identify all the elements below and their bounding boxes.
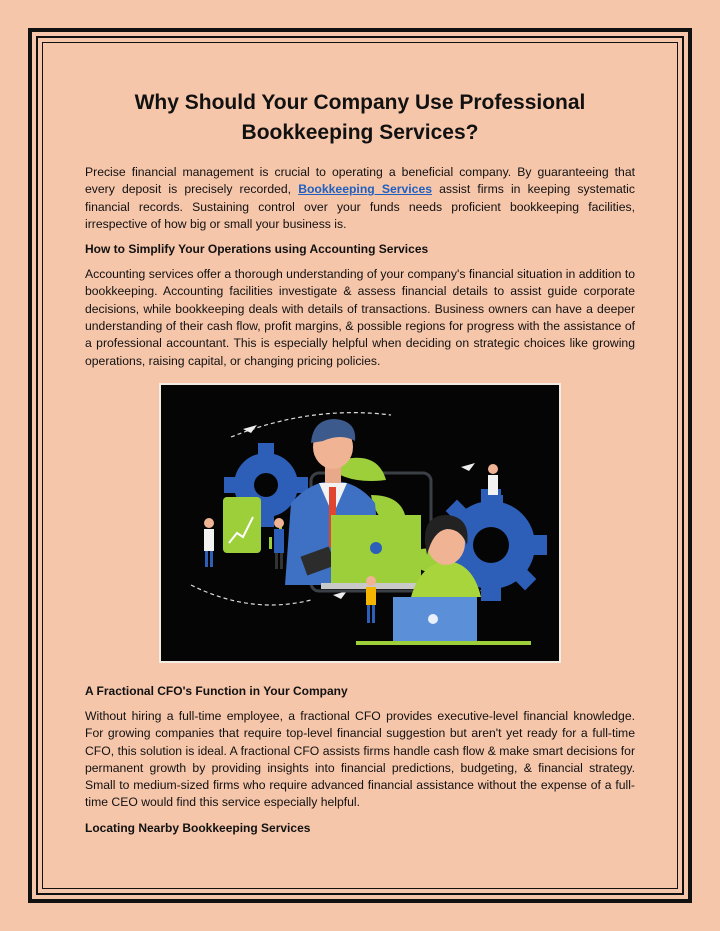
section-body-accounting-services: Accounting services offer a thorough understanding of your company's financial situation in addition to bookkeeping. Accounting facilities investigate & assess financial details to assist guide corporate decisions, while bookkeeping deals with details of transactions. Business owners can have a deeper understanding of their cash flow, profit margins, & possible regions for progress with the assistance of a professional accountant. This is especially helpful when deciding on strategic choices like growing operations, raising capital, or changing pricing policies. (85, 267, 635, 368)
illustration-graphic (161, 385, 559, 661)
section-heading-accounting-services: How to Simplify Your Operations using Accounting Services (85, 242, 429, 257)
bookkeeping-illustration (159, 383, 561, 663)
intro-text-before-link: Precise financial management is crucial to operating a beneficial company. By guaranteeing that every deposit is precisely recorded, (85, 165, 635, 197)
document-content (85, 88, 635, 837)
document-title: Why Should Your Company Use Professional Bookkeeping Services? (134, 91, 586, 144)
intro-text-after-link: assist firms in keeping systematic financial records. Sustaining control over your funds needs proficient bookkeeping facilities, irrespective of how big or small your business is. (85, 182, 635, 231)
section-heading-nearby-bookkeeping: Locating Nearby Bookkeeping Services (85, 820, 311, 835)
intro-paragraph (85, 164, 635, 233)
bookkeeping-services-link[interactable]: Bookkeeping Services (298, 182, 432, 197)
section-body-fractional-cfo: Without hiring a full-time employee, a fractional CFO provides executive-level financial knowledge. For growing companies that require top-level financial suggestion but aren't yet ready for a full-time CFO, this solution is ideal. A fractional CFO assists firms handle cash flow & make smart decisions for permanent growth by providing insights into financial predictions, budgeting, & financial strategy. Small to medium-sized firms who require advanced financial assistance without the expense of a full-time CEO would find this service especially helpful. (85, 708, 635, 810)
section-heading-fractional-cfo: A Fractional CFO's Function in Your Company (85, 683, 348, 698)
